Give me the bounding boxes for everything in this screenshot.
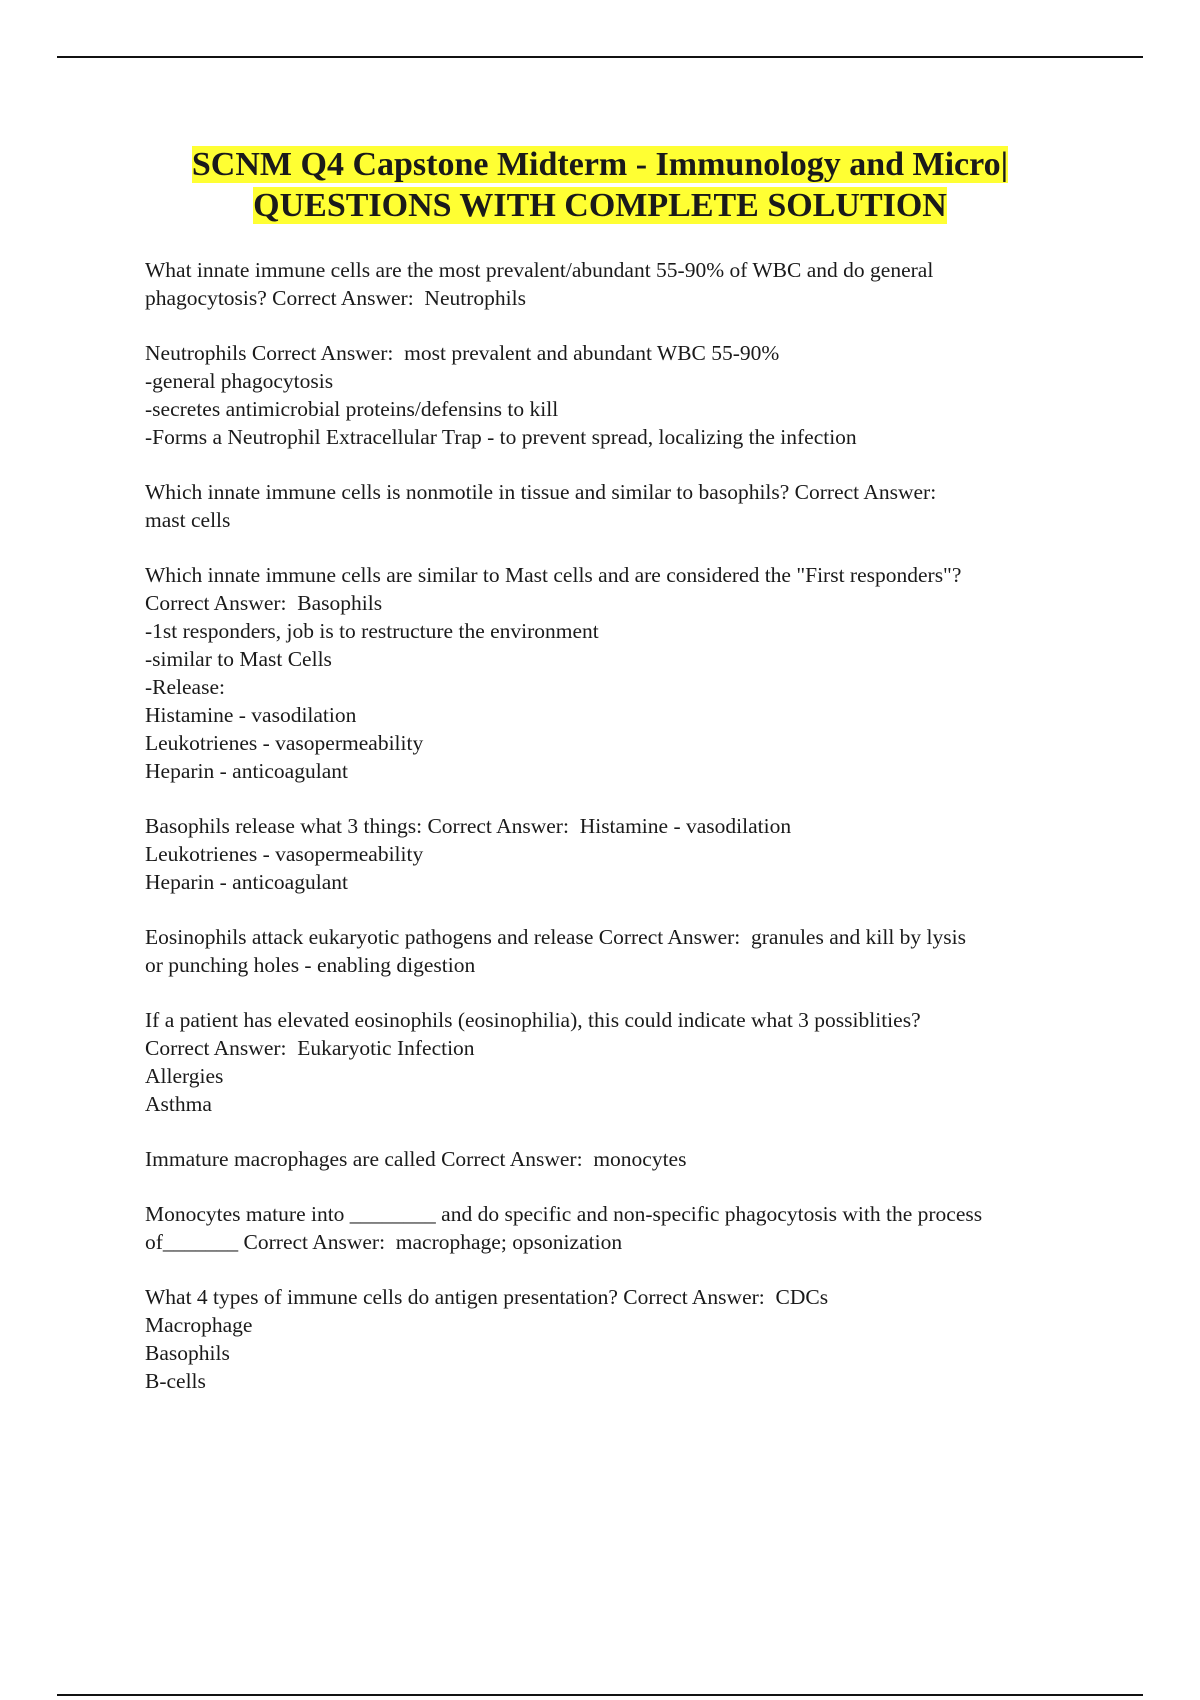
qa-line: Heparin - anticoagulant bbox=[145, 759, 348, 783]
document-title bbox=[100, 144, 1100, 226]
qa-line: -Forms a Neutrophil Extracellular Trap - to prevent spread, localizing the infection bbox=[145, 425, 857, 449]
qa-block bbox=[145, 1006, 1100, 1118]
qa-line: Basophils release what 3 things: Correct Answer: Histamine - vasodilation bbox=[145, 814, 792, 838]
qa-line: B-cells bbox=[145, 1369, 206, 1393]
qa-block bbox=[145, 812, 1100, 896]
qa-line: -secretes antimicrobial proteins/defensins to kill bbox=[145, 397, 559, 421]
qa-block bbox=[145, 1145, 1100, 1173]
qa-block bbox=[145, 923, 1100, 979]
qa-line: If a patient has elevated eosinophils (eosinophilia), this could indicate what 3 possiblities? bbox=[145, 1008, 921, 1032]
qa-line: Eosinophils attack eukaryotic pathogens and release Correct Answer: granules and kill by lysis bbox=[145, 925, 966, 949]
qa-line: Which innate immune cells are similar to Mast cells and are considered the "First responders"? bbox=[145, 563, 962, 587]
qa-line: Basophils bbox=[145, 1341, 230, 1365]
top-rule bbox=[57, 56, 1143, 58]
qa-line: Asthma bbox=[145, 1092, 212, 1116]
qa-line: Histamine - vasodilation bbox=[145, 703, 357, 727]
qa-block bbox=[145, 478, 1100, 534]
qa-line: of_______ Correct Answer: macrophage; opsonization bbox=[145, 1230, 623, 1254]
qa-block bbox=[145, 256, 1100, 312]
qa-line: -Release: bbox=[145, 675, 225, 699]
qa-line: Leukotrienes - vasopermeability bbox=[145, 731, 424, 755]
qa-line: Neutrophils Correct Answer: most prevalent and abundant WBC 55-90% bbox=[145, 341, 780, 365]
qa-line: -general phagocytosis bbox=[145, 369, 334, 393]
qa-line: Allergies bbox=[145, 1064, 224, 1088]
title-line-2: QUESTIONS WITH COMPLETE SOLUTION bbox=[253, 187, 947, 224]
title-line-1: SCNM Q4 Capstone Midterm - Immunology and Micro| bbox=[191, 146, 1009, 183]
bottom-rule bbox=[57, 1694, 1143, 1696]
qa-block bbox=[145, 1283, 1100, 1395]
qa-block bbox=[145, 561, 1100, 785]
qa-block bbox=[145, 339, 1100, 451]
qa-line: -similar to Mast Cells bbox=[145, 647, 332, 671]
qa-line: phagocytosis? Correct Answer: Neutrophils bbox=[145, 286, 526, 310]
qa-line: Leukotrienes - vasopermeability bbox=[145, 842, 424, 866]
qa-line: Correct Answer: Eukaryotic Infection bbox=[145, 1036, 475, 1060]
qa-line: What 4 types of immune cells do antigen presentation? Correct Answer: CDCs bbox=[145, 1285, 829, 1309]
qa-line: Correct Answer: Basophils bbox=[145, 591, 383, 615]
qa-block bbox=[145, 1200, 1100, 1256]
qa-line: -1st responders, job is to restructure the environment bbox=[145, 619, 599, 643]
qa-line: Monocytes mature into ________ and do specific and non-specific phagocytosis with the process bbox=[145, 1202, 983, 1226]
qa-line: Immature macrophages are called Correct Answer: monocytes bbox=[145, 1147, 687, 1171]
qa-line: Heparin - anticoagulant bbox=[145, 870, 348, 894]
qa-line: mast cells bbox=[145, 508, 231, 532]
qa-body bbox=[145, 256, 1100, 1422]
qa-line: Which innate immune cells is nonmotile in tissue and similar to basophils? Correct Answer: bbox=[145, 480, 937, 504]
qa-line: Macrophage bbox=[145, 1313, 253, 1337]
qa-line: or punching holes - enabling digestion bbox=[145, 953, 476, 977]
qa-line: What innate immune cells are the most prevalent/abundant 55-90% of WBC and do general bbox=[145, 258, 934, 282]
